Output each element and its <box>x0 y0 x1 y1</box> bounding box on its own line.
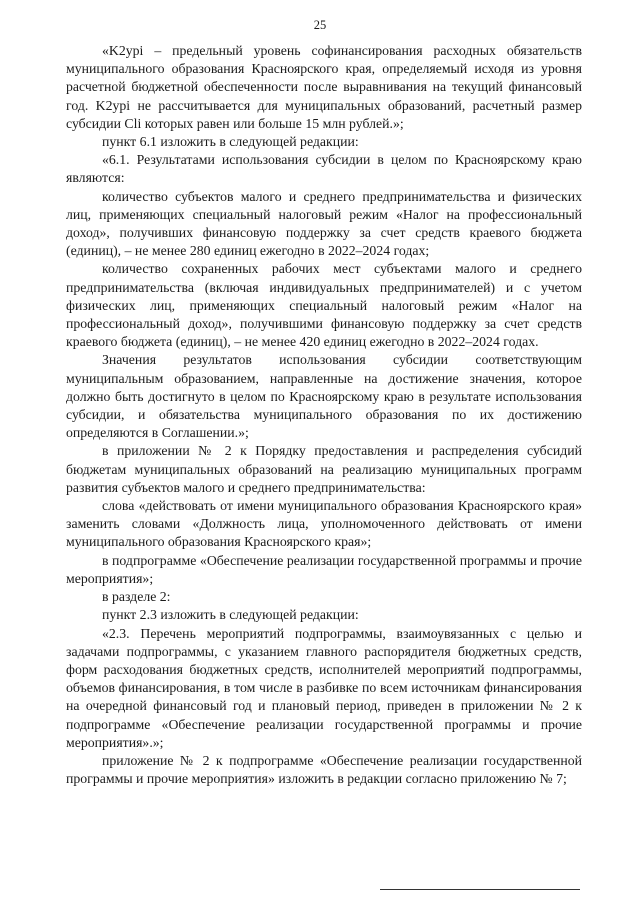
page-number: 25 <box>313 18 327 32</box>
document-body <box>66 42 582 788</box>
paragraph-words-replace: слова «действовать от имени муниципального образования Красноярского края» заменить словами «Должность лица, уполномоченного действовать от имени муниципального образования Красноярского края»; <box>66 498 582 550</box>
paragraph-6-1-results: «6.1. Результатами использования субсидии в целом по Красноярскому краю являются: <box>66 152 582 186</box>
paragraph-result-values: Значения результатов использования субсидии соответствующим муниципальным образованием, направленные на достижение значения, которое должно быть достигнуто в целом по Красноярскому краю в результате использования субсидии, и обязательства муниципального образования по их достижению определяются в Соглашении.»; <box>66 352 582 441</box>
paragraph-item-2-3-intro: пункт 2.3 изложить в следующей редакции: <box>102 607 359 623</box>
signature-line <box>380 889 580 890</box>
paragraph-appendix-7: приложение № 2 к подпрограмме «Обеспечение реализации государственной программы и прочие мероприятия» изложить в редакции согласно приложению № 7; <box>66 752 582 787</box>
paragraph-item-6-1-intro: пункт 6.1 изложить в следующей редакции: <box>102 134 359 150</box>
paragraph-count-subjects: количество субъектов малого и среднего предпринимательства и физических лиц, применяющих специальный налоговый режим «Налог на профессиональный доход», получивших финансовую поддержку за счет средств краевого бюджета (единиц), – не менее 280 единиц ежегодно в 2022–2024 годах; <box>66 188 582 259</box>
paragraph-section-2: в разделе 2: <box>102 589 171 605</box>
paragraph-appendix-2: в приложении № 2 к Порядку предоставления и распределения субсидий бюджетам муниципальных образований на реализацию муниципальных программ развития субъектов малого и среднего предпринимательства: <box>66 443 582 495</box>
paragraph-subprogram: в подпрограмме «Обеспечение реализации государственной программы и прочие мероприятия»; <box>66 552 582 586</box>
paragraph-2-3-text: «2.3. Перечень мероприятий подпрограммы, взаимоувязанных с целью и задачами подпрограммы, с указанием главного распорядителя бюджетных средств, форм расходования бюджетных средств, исполнителей мероприятий подпрограммы, объемов финансирования, в том числе в разбивке по всем источникам финансирования на очередной финансовый год и плановый период, приведен в приложении № 2 к подпрограмме «Обеспечение реализации государственной программы и прочие мероприятия».»; <box>66 625 582 750</box>
paragraph-k2-definition: «K2урi – предельный уровень софинансирования расходных обязательств муниципального образования Красноярского края, определяемый исходя из уровня расчетной бюджетной обеспеченности после выравнивания на текущий финансовый год. K2урi не рассчитывается для муниципальных образований, расчетный размер субсидии Сli которых равен или больше 15 млн рублей.»; <box>66 43 582 131</box>
paragraph-count-jobs: количество сохраненных рабочих мест субъектами малого и среднего предпринимательства (включая индивидуальных предпринимателей) и с учетом физических лиц, применяющих специальный налоговый режим «Налог на профессиональный доход», получившими финансовую поддержку за счет средств краевого бюджета (единиц), – не менее 420 единиц ежегодно в 2022–2024 годах. <box>66 261 582 350</box>
